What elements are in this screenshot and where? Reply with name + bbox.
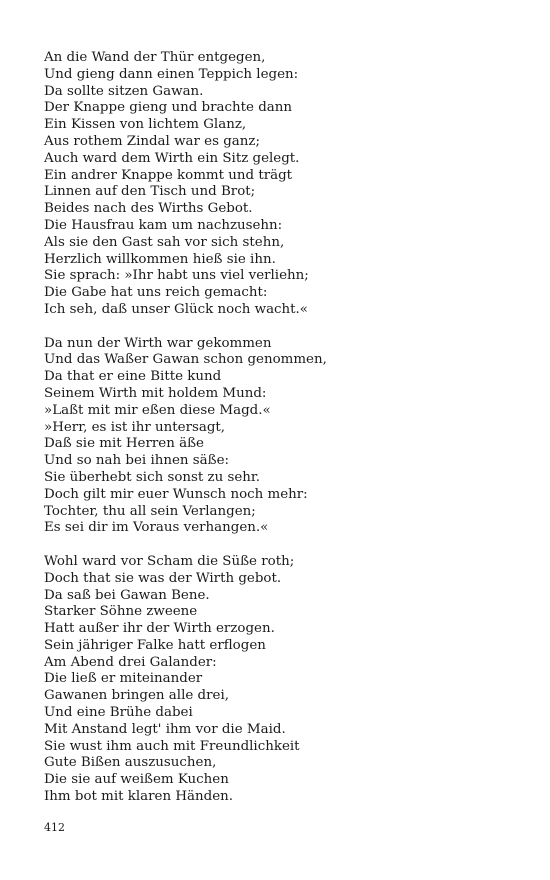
verse-line: Sie sprach: »Ihr habt uns viel verliehn; (44, 268, 309, 284)
verse-line: Es sei dir im Voraus verhangen.« (44, 520, 269, 536)
verse-line: Am Abend drei Galander: (44, 654, 217, 670)
verse-line: Die Gabe hat uns reich gemacht: (44, 285, 268, 301)
verse-line: Da sollte sitzen Gawan. (44, 83, 204, 99)
verse-line: Auch ward dem Wirth ein Sitz gelegt. (44, 150, 300, 166)
verse-line: Doch gilt mir euer Wunsch noch mehr: (44, 486, 308, 502)
verse-line: Als sie den Gast sah vor sich stehn, (44, 234, 285, 250)
verse-line: Die ließ er miteinander (44, 671, 203, 687)
verse-line: Der Knappe gieng und brachte dann (44, 100, 293, 116)
verse-line: Wohl ward vor Scham die Süße roth; (44, 553, 295, 569)
verse-line: Mit Anstand legt' ihm vor die Maid. (44, 721, 286, 737)
verse-line: Da saß bei Gawan Bene. (44, 587, 210, 603)
verse-line: Ich seh, daß unser Glück noch wacht.« (44, 301, 309, 317)
verse-line: Hatt außer ihr der Wirth erzogen. (44, 621, 275, 637)
verse-line: Ein Kissen von lichtem Glanz, (44, 117, 247, 133)
verse-line: Tochter, thu all sein Verlangen; (44, 503, 256, 519)
verse-line: Sein jähriger Falke hatt erflogen (44, 637, 266, 653)
verse-line: Sie überhebt sich sonst zu sehr. (44, 469, 261, 485)
verse-line: Daß sie mit Herren äße (44, 436, 204, 452)
verse-line: Gawanen bringen alle drei, (44, 688, 229, 704)
verse-line: Und gieng dann einen Teppich legen: (44, 66, 299, 82)
verse-line: Die sie auf weißem Kuchen (44, 772, 229, 788)
page-body (44, 50, 514, 806)
stanza-3 (44, 554, 514, 806)
verse-line: Linnen auf den Tisch und Brot; (44, 184, 256, 200)
verse-line: Beides nach des Wirths Gebot. (44, 201, 253, 217)
verse-line: Starker Söhne zweene (44, 604, 198, 620)
verse-line: Seinem Wirth mit holdem Mund: (44, 385, 267, 401)
verse-line: Ihm bot mit klaren Händen. (44, 789, 234, 805)
verse-line: »Herr, es ist ihr untersagt, (44, 419, 226, 435)
verse-line: Und eine Brühe dabei (44, 705, 193, 721)
stanza-2 (44, 336, 514, 538)
verse-line: Sie wust ihm auch mit Freundlichkeit (44, 738, 300, 754)
verse-line: Die Hausfrau kam um nachzusehn: (44, 217, 283, 233)
verse-line: Und so nah bei ihnen säße: (44, 453, 230, 469)
verse-line: Doch that sie was der Wirth gebot. (44, 570, 282, 586)
verse-line: Gute Bißen auszusuchen, (44, 755, 217, 771)
verse-line: Und das Waßer Gawan schon genommen, (44, 352, 327, 368)
verse-line: »Laßt mit mir eßen diese Magd.« (44, 402, 271, 418)
verse-line: Aus rothem Zindal war es ganz; (44, 133, 260, 149)
stanza-1 (44, 50, 514, 319)
verse-line: Da nun der Wirth war gekommen (44, 335, 272, 351)
page-number: 412 (44, 821, 65, 834)
verse-line: Da that er eine Bitte kund (44, 369, 222, 385)
verse-line: An die Wand der Thür entgegen, (44, 50, 266, 65)
verse-line: Ein andrer Knappe kommt und trägt (44, 167, 293, 183)
verse-line: Herzlich willkommen hieß sie ihn. (44, 251, 276, 267)
